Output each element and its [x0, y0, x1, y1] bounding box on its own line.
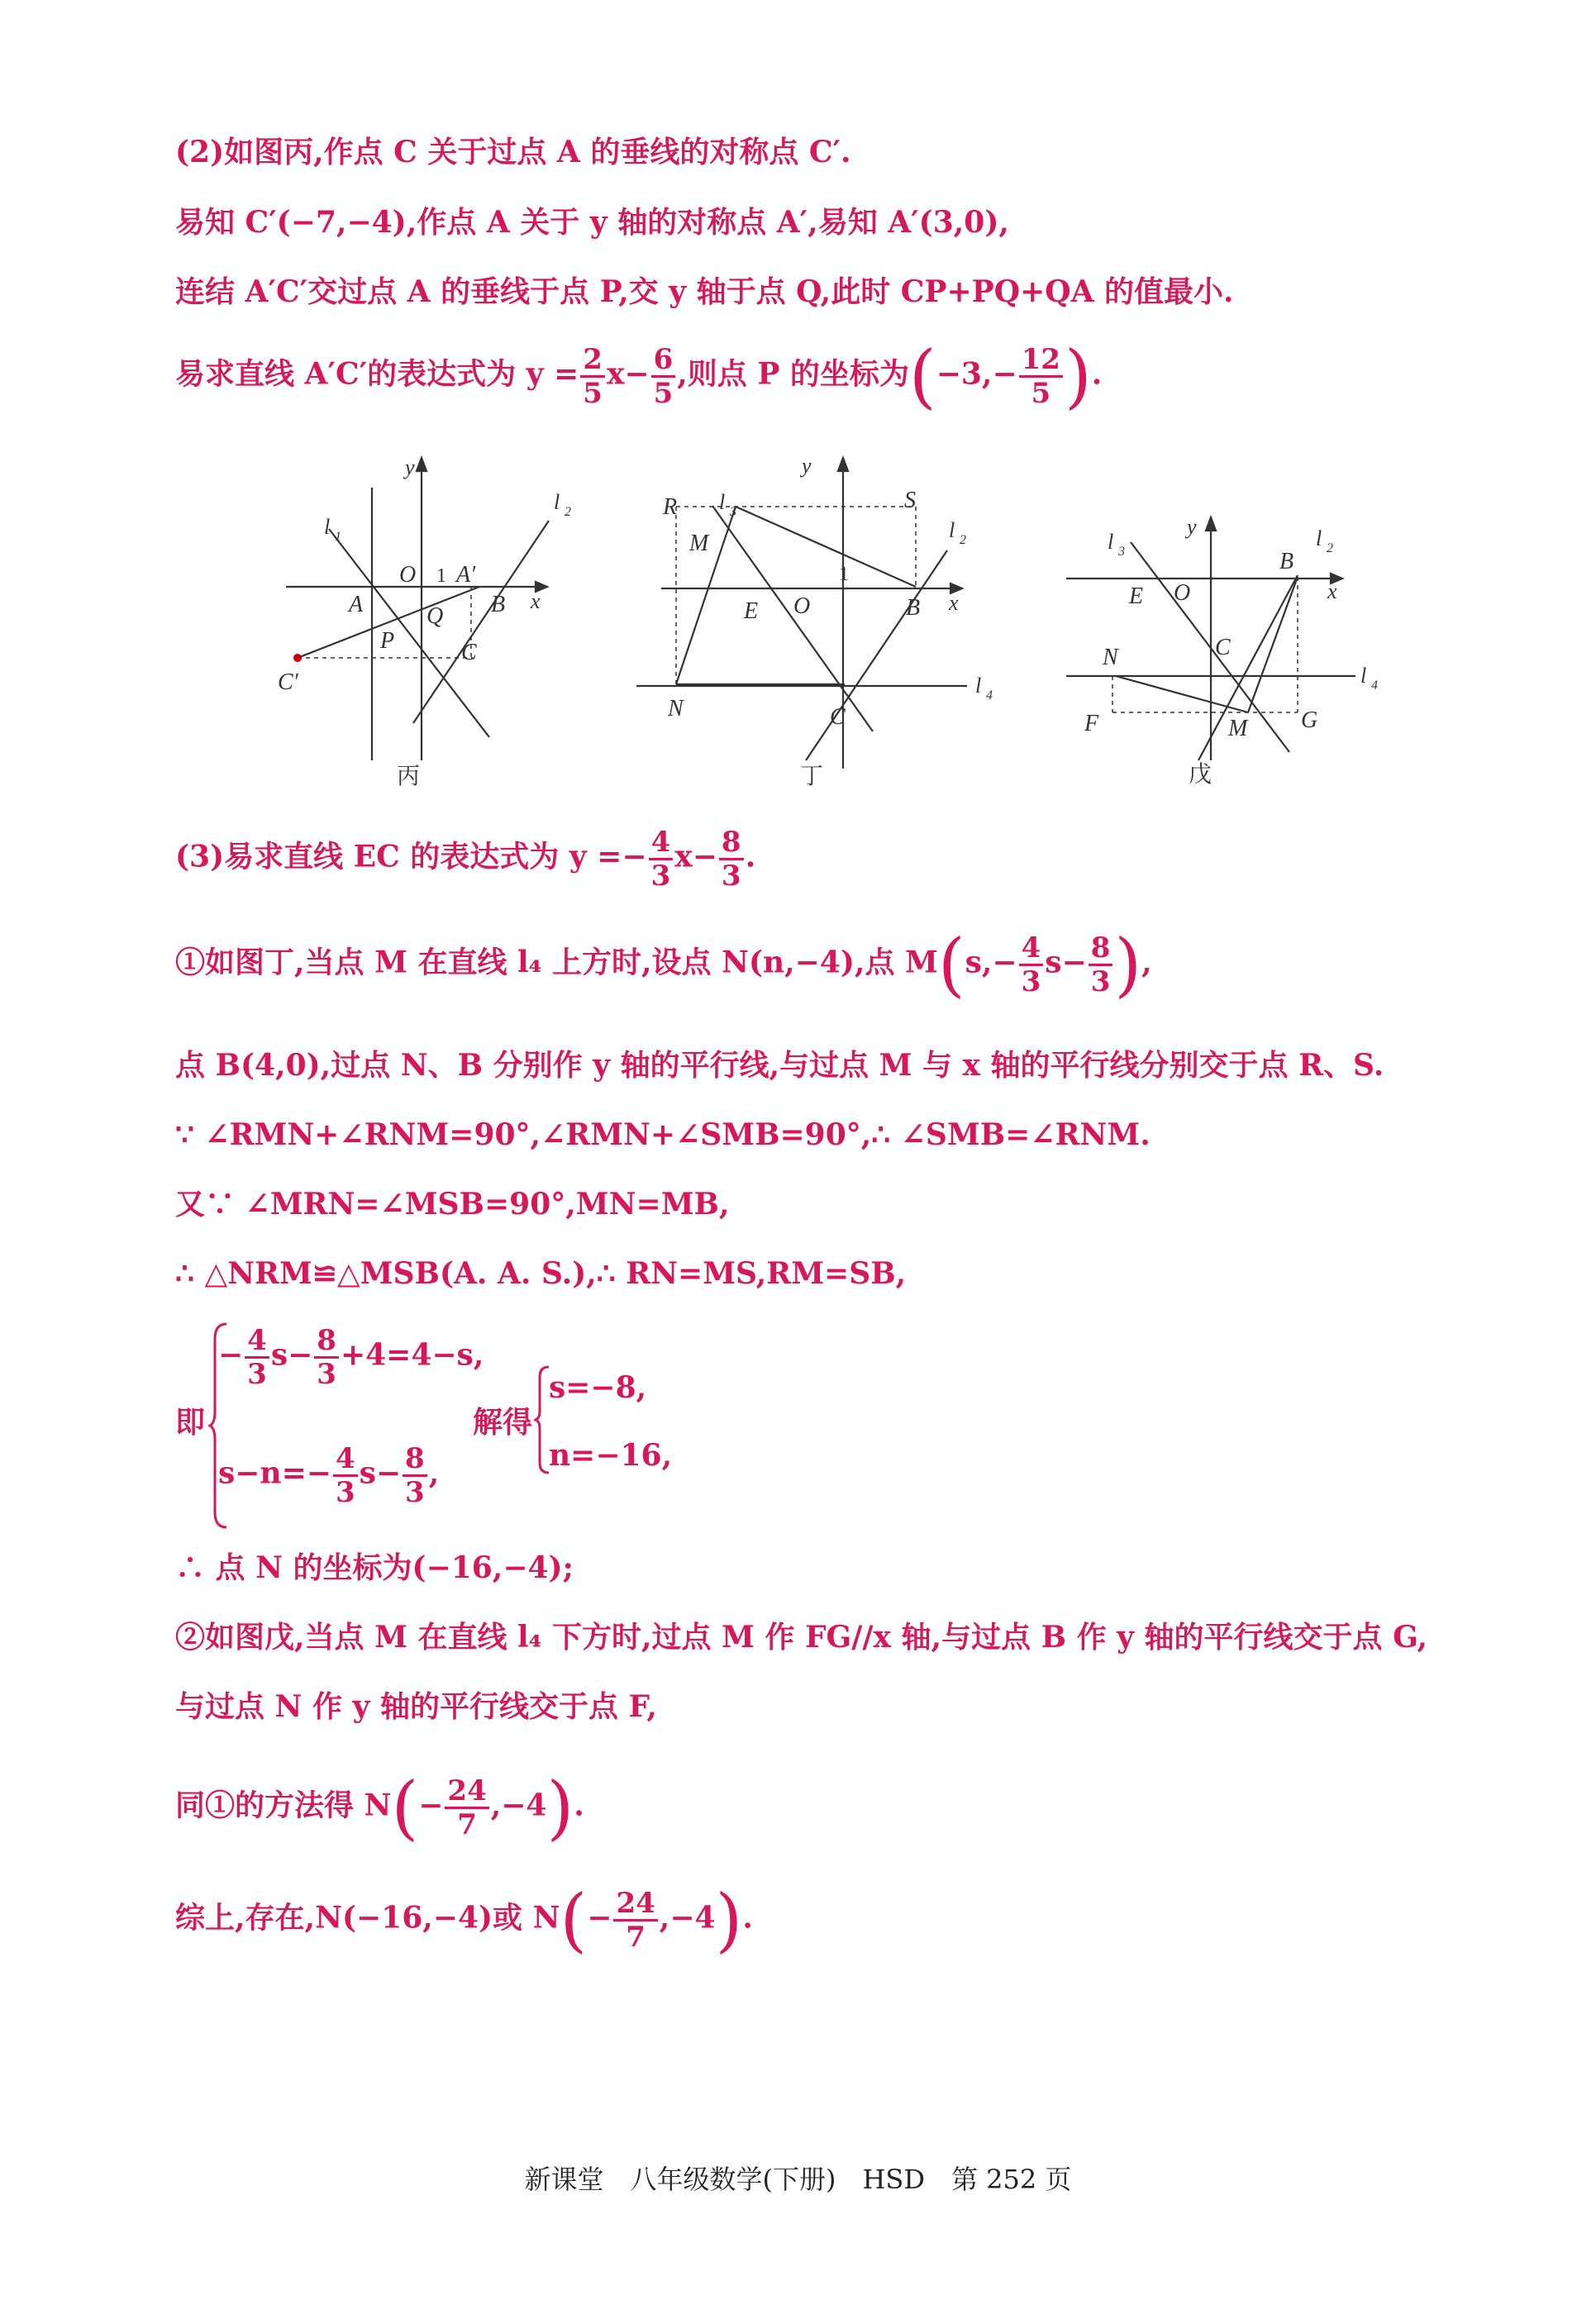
p3-line1: (3)易求直线 EC 的表达式为 y =− $\frac{4}{3}$ x− $\frac{8}{3}$ .: [175, 826, 756, 893]
svg-text:l: l: [949, 518, 955, 542]
fraction: $\frac{8}{3}$: [314, 1326, 339, 1388]
figure-wu: [1050, 496, 1397, 793]
svg-text:x: x: [531, 589, 541, 613]
svg-text:x: x: [949, 591, 959, 615]
svg-text:4: 4: [1371, 679, 1378, 693]
figure-bing: [273, 446, 587, 793]
fraction: $\frac{8}{3}$: [403, 1445, 427, 1507]
svg-text:B: B: [491, 592, 506, 617]
svg-text:B: B: [1279, 549, 1294, 574]
svg-text:y: y: [802, 454, 812, 478]
svg-text:E: E: [1129, 583, 1144, 609]
sys-row2: s−n=− $\frac{4}{3}$ s− $\frac{8}{3}$ ,: [218, 1442, 440, 1509]
sys-jiede: 解得: [473, 1405, 533, 1440]
svg-text:C′: C′: [278, 669, 298, 695]
p3-line9: 与过点 N 作 y 轴的平行线交于点 F,: [175, 1689, 657, 1724]
text: −3,−: [936, 356, 1017, 392]
svg-text:3: 3: [730, 505, 736, 519]
svg-text:l: l: [975, 674, 982, 698]
svg-text:4: 4: [986, 688, 993, 702]
p3-line11: 综上,存在,N(−16,−4)或 N(− $\frac{24}{7}$ ,−4).: [175, 1879, 753, 1960]
svg-text:A′: A′: [456, 562, 476, 588]
svg-text:B: B: [906, 595, 921, 621]
fraction: $\frac{4}{3}$: [649, 828, 674, 890]
svg-text:丁: 丁: [800, 762, 824, 789]
svg-text:P: P: [380, 628, 395, 654]
svg-text:O: O: [399, 562, 417, 588]
svg-text:丙: 丙: [397, 762, 421, 789]
figure-ding: [620, 446, 1017, 793]
sys-ji: 即: [175, 1405, 206, 1440]
fraction: $\frac{24}{7}$: [445, 1777, 488, 1839]
svg-text:1: 1: [436, 565, 446, 587]
svg-text:A: A: [349, 592, 364, 617]
svg-text:C: C: [461, 640, 477, 665]
svg-text:2: 2: [565, 505, 571, 519]
p2-line2: 易知 C′(−7,−4),作点 A 关于 y 轴的对称点 A′,易知 A′(3,0),: [175, 205, 1009, 240]
fraction: $\frac{4}{3}$: [1019, 934, 1044, 996]
sys-sol-s: s=−8,: [549, 1370, 647, 1405]
p3-line7: ∴ 点 N 的坐标为(−16,−4);: [175, 1550, 574, 1585]
svg-text:1: 1: [839, 564, 849, 585]
right-brace: [534, 1365, 550, 1474]
fraction: $\frac{2}{5}$: [580, 345, 605, 407]
svg-text:O: O: [793, 593, 811, 619]
svg-text:E: E: [744, 598, 759, 624]
text: ,则点 P 的坐标为: [677, 356, 909, 392]
fraction: $\frac{4}{3}$: [245, 1326, 269, 1388]
page-footer: 新课堂 八年级数学(下册) HSD 第 252 页: [524, 2164, 1072, 2195]
svg-text:2: 2: [960, 533, 966, 547]
svg-text:l: l: [324, 515, 331, 539]
svg-text:G: G: [1301, 707, 1318, 733]
svg-text:l: l: [719, 490, 726, 514]
svg-text:C: C: [830, 704, 846, 730]
svg-text:N: N: [668, 696, 684, 721]
svg-text:3: 3: [1118, 545, 1125, 559]
sys-sol-n: n=−16,: [549, 1438, 673, 1473]
svg-text:y: y: [405, 455, 415, 479]
fraction: $\frac{8}{3}$: [719, 828, 744, 890]
p2-line3: 连结 A′C′交过点 A 的垂线于点 P,交 y 轴于点 Q,此时 CP+PQ+QA 的值最小.: [175, 274, 1234, 309]
svg-text:M: M: [689, 531, 709, 556]
svg-text:x: x: [1327, 579, 1337, 603]
p3-line10: 同①的方法得 N(− $\frac{24}{7}$ ,−4).: [175, 1766, 584, 1848]
p3-line5: 又∵ ∠MRN=∠MSB=90°,MN=MB,: [175, 1187, 730, 1221]
p3-line8: ②如图戊,当点 M 在直线 l₄ 下方时,过点 M 作 FG//x 轴,与过点 B 作 y 轴的平行线交于点 G,: [175, 1620, 1428, 1655]
p2-line1: (2)如图丙,作点 C 关于过点 A 的垂线的对称点 C′.: [175, 135, 851, 169]
svg-text:C: C: [1215, 635, 1231, 660]
sys-row1: − $\frac{4}{3}$ s− $\frac{8}{3}$ +4=4−s,: [218, 1324, 484, 1391]
p2-line4: 易求直线 A′C′的表达式为 y = $\frac{2}{5}$ x− $\frac{6}{5}$ ,则点 P 的坐标为(−3,− $\frac{12}{5}$ ).: [175, 335, 1103, 417]
svg-text:M: M: [1228, 716, 1248, 741]
svg-text:2: 2: [1327, 541, 1333, 555]
svg-text:F: F: [1084, 711, 1099, 736]
text: x−: [606, 356, 650, 392]
svg-text:N: N: [1103, 645, 1118, 670]
svg-text:l: l: [1316, 526, 1322, 550]
svg-text:l: l: [1360, 664, 1367, 688]
svg-text:l: l: [1108, 530, 1114, 554]
svg-text:l: l: [554, 490, 560, 514]
text: 易求直线 A′C′的表达式为 y =: [175, 356, 579, 392]
fraction: $\frac{8}{3}$: [1089, 934, 1113, 996]
fraction: $\frac{24}{7}$: [613, 1889, 657, 1951]
fraction: $\frac{12}{5}$: [1019, 345, 1063, 407]
p3-line3: 点 B(4,0),过点 N、B 分别作 y 轴的平行线,与过点 M 与 x 轴的平行线分别交于点 R、S.: [175, 1048, 1384, 1083]
svg-text:Q: Q: [426, 603, 444, 629]
p3-line2: ①如图丁,当点 M 在直线 l₄ 上方时,设点 N(n,−4),点 M(s,− $\frac{4}{3}$ s− $\frac{8}{3}$ ),: [175, 923, 1152, 1005]
svg-text:戊: 戊: [1189, 760, 1212, 788]
svg-text:R: R: [663, 494, 678, 520]
svg-text:O: O: [1174, 580, 1191, 606]
svg-text:1: 1: [335, 530, 341, 544]
svg-text:S: S: [904, 488, 916, 513]
svg-text:y: y: [1187, 515, 1197, 539]
fraction: $\frac{6}{5}$: [651, 345, 676, 407]
fraction: $\frac{4}{3}$: [333, 1445, 358, 1507]
p3-line4: ∵ ∠RMN+∠RNM=90°,∠RMN+∠SMB=90°,∴ ∠SMB=∠RNM.: [175, 1117, 1151, 1152]
p3-line6: ∴ △NRM≌△MSB(A. A. S.),∴ RN=MS,RM=SB,: [175, 1256, 907, 1291]
